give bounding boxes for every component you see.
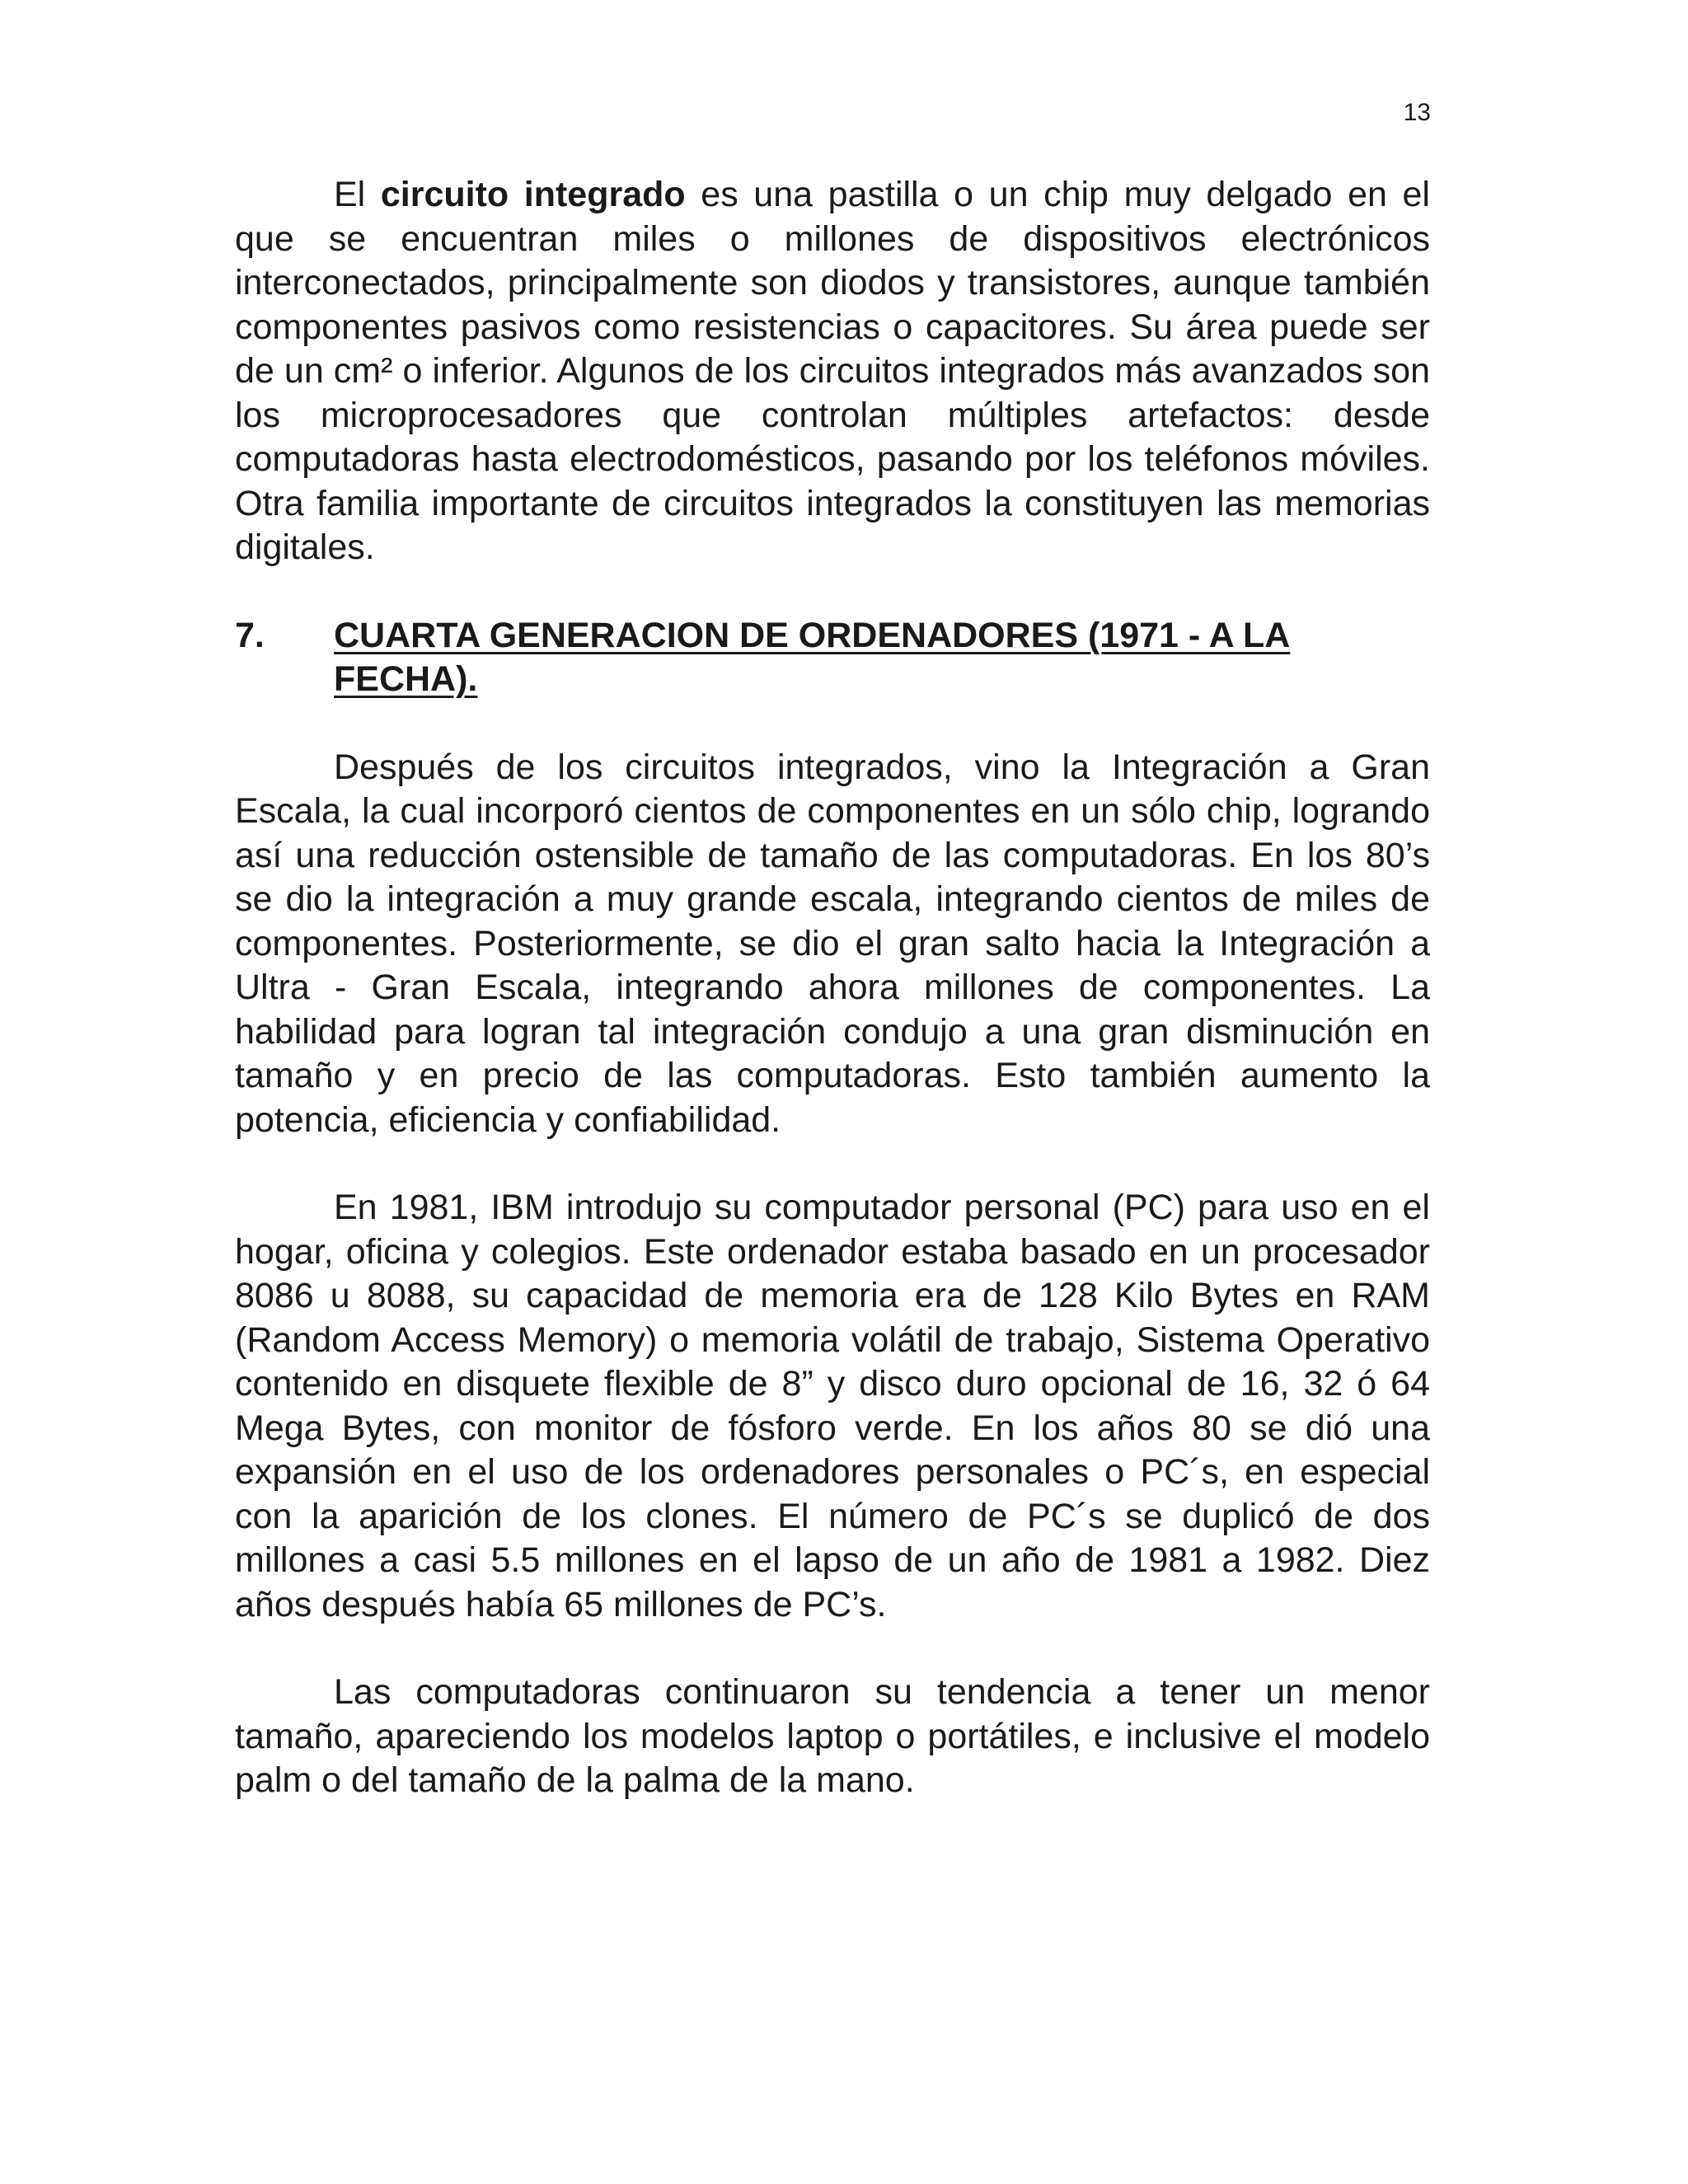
paragraph-lead: El	[334, 175, 381, 214]
section-title: CUARTA GENERACION DE ORDENADORES (1971 - A LA FECHA).	[334, 615, 1291, 699]
page-number: 13	[1403, 99, 1431, 126]
paragraph-ibm-pc: En 1981, IBM introdujo su computador personal (PC) para uso en el hogar, oficina y colegios. Este ordenador estaba basado en un procesador 8086 u 8088, su capacidad de memoria era de 128 Kilo Bytes en RAM (Random Access Memory) o memoria volátil de trabajo, Sistema Operativo contenido en disquete flexible de 8” y disco duro opcional de 16, 32 ó 64 Mega Bytes, con monitor de fósforo verde. En los años 80 se dió una expansión en el uso de los ordenadores personales o PC´s, en especial con la aparición de los clones. El número de PC´s se duplicó de dos millones a casi 5.5 millones en el lapso de un año de 1981 a 1982. Diez años después había 65 millones de PC’s.	[235, 1188, 1430, 1624]
paragraph-laptops: Las computadoras continuaron su tendencia a tener un menor tamaño, apareciendo los modelos laptop o portátiles, e inclusive el modelo palm o del tamaño de la palma de la mano.	[235, 1672, 1430, 1800]
section-number: 7.	[235, 615, 265, 655]
paragraph-body: es una pastilla o un chip muy delgado en el que se encuentran miles o millones de dispositivos electrónicos interconectados, principalmente son diodos y transistores, aunque también componentes pasivos como resistencias o capacitores. Su área puede ser de un cm² o inferior. Algunos de los circuitos integrados más avanzados son los microprocesadores que controlan múltiples artefactos: desde computadoras hasta electrodomésticos, pasando por los teléfonos móviles. Otra familia importante de circuitos integrados la constituyen las memorias digitales.	[235, 175, 1430, 567]
page-content	[235, 173, 1430, 1803]
paragraph-integrated-circuit	[235, 173, 1430, 570]
term-circuito-integrado: circuito integrado	[380, 175, 686, 214]
paragraph-spacer	[235, 570, 1430, 614]
paragraph-spacer	[235, 1627, 1430, 1671]
paragraph-spacer	[235, 1142, 1430, 1186]
section-heading	[235, 614, 1430, 702]
paragraph-spacer	[235, 702, 1430, 746]
paragraph-large-scale-integration: Después de los circuitos integrados, vino la Integración a Gran Escala, la cual incorporó cientos de componentes en un sólo chip, logrando así una reducción ostensible de tamaño de las computadoras. En los 80’s se dio la integración a muy grande escala, integrando cientos de miles de componentes. Posteriormente, se dio el gran salto hacia la Integración a Ultra - Gran Escala, integrando ahora millones de componentes. La habilidad para logran tal integración condujo a una gran disminución en tamaño y en precio de las computadoras. Esto también aumento la potencia, eficiencia y confiabilidad.	[235, 747, 1430, 1140]
